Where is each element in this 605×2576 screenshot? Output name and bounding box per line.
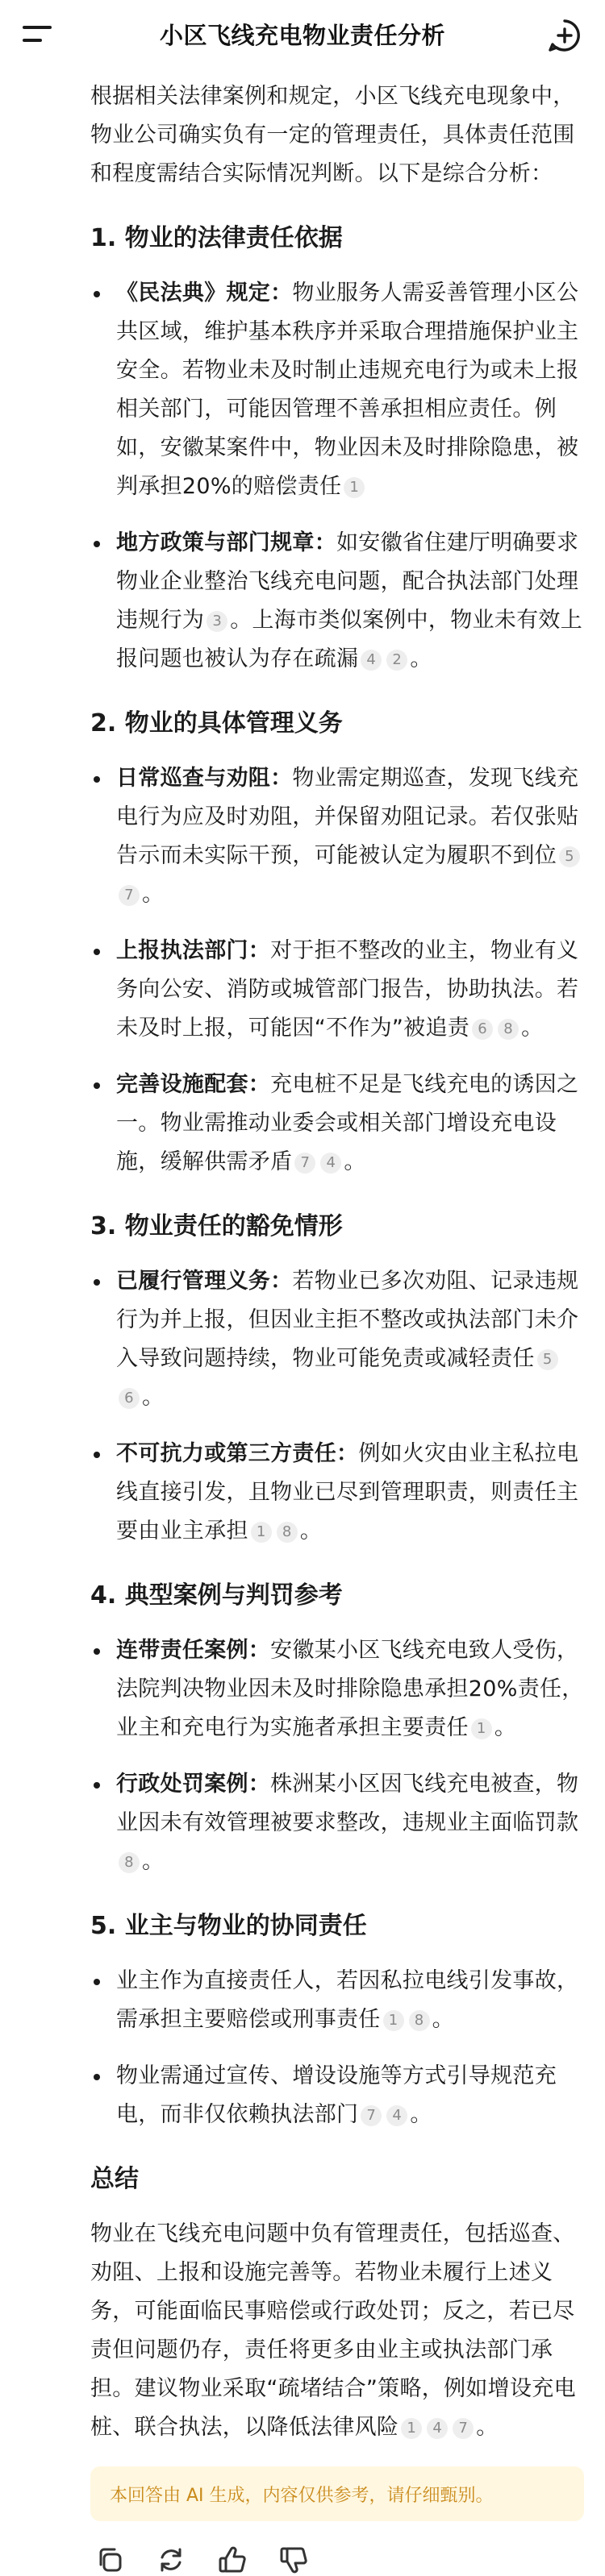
- list-item: [90, 1631, 584, 1747]
- citation-badge[interactable]: 4: [361, 650, 382, 671]
- section-heading: 1. 物业的法律责任依据: [90, 224, 343, 252]
- citation-badge[interactable]: 2: [386, 650, 407, 671]
- bullet-list: [90, 1262, 584, 1551]
- thumbs-down-icon[interactable]: [277, 2544, 310, 2576]
- item-title: 连带责任案例：: [116, 1638, 271, 1663]
- item-tail: 。: [142, 882, 165, 907]
- bullet-list: [90, 274, 584, 679]
- new-chat-icon[interactable]: [547, 18, 582, 53]
- item-title: 行政处罚案例：: [116, 1772, 271, 1797]
- item-text: 物业服务人需妥善管理小区公共区域，维护基本秩序并采取合理措施保护业主安全。若物业未及时制止违规充电行为或未上报相关部门，可能因管理不善承担相应责任。例如，安徽某案件中，物业因未及时排除隐患，被判承担20%的赔偿责任: [116, 280, 579, 499]
- regenerate-icon[interactable]: [155, 2544, 187, 2576]
- citation-badge[interactable]: 3: [207, 611, 227, 632]
- sections-container: [90, 221, 584, 2134]
- item-tail: 。: [344, 1149, 366, 1174]
- item-title: 《民法典》规定：: [116, 280, 293, 305]
- item-text: 业主作为直接责任人，若因私拉电线引发事故，需承担主要赔偿或刑事责任: [116, 1968, 579, 2032]
- item-tail: 。: [299, 1519, 323, 1544]
- top-bar: [0, 0, 605, 68]
- item-title: 地方政策与部门规章：: [116, 530, 336, 555]
- citation-badge[interactable]: 7: [294, 1153, 315, 1174]
- citation-badge[interactable]: 1: [401, 2418, 422, 2439]
- citation-badge[interactable]: 8: [409, 2010, 430, 2031]
- item-tail: 。: [432, 2007, 454, 2032]
- action-bar: [90, 2544, 584, 2576]
- bullet-list: [90, 1631, 584, 1881]
- section-heading: 3. 物业责任的豁免情形: [90, 1212, 343, 1240]
- item-tail: 。: [142, 1385, 165, 1410]
- list-item: [90, 2057, 584, 2134]
- thumbs-up-icon[interactable]: [216, 2544, 248, 2576]
- item-text: 物业需通过宣传、增设设施等方式引导规范充电，而非仅依赖执法部门: [116, 2063, 557, 2127]
- ai-disclaimer: 本回答由 AI 生成，内容仅供参考，请仔细甄别。: [90, 2466, 584, 2521]
- list-item: [90, 1765, 584, 1881]
- page-title: 小区飞线充电物业责任分析: [159, 21, 445, 49]
- item-text: 株洲某小区因飞线充电被查，物业因未有效管理被要求整改，违规业主面临罚款: [116, 1772, 579, 1835]
- menu-icon[interactable]: [23, 21, 55, 47]
- citation-badge[interactable]: 4: [320, 1153, 341, 1174]
- citation-badge[interactable]: 1: [344, 477, 365, 498]
- item-title: 日常巡查与劝阻：: [116, 766, 293, 791]
- item-title: 完善设施配套：: [116, 1072, 271, 1097]
- list-item: [90, 274, 584, 506]
- citation-badge[interactable]: 1: [251, 1522, 272, 1543]
- copy-icon[interactable]: [94, 2544, 126, 2576]
- item-tail: 。: [410, 2102, 432, 2127]
- citation-badge[interactable]: 4: [427, 2418, 448, 2439]
- section-heading: 5. 业主与物业的协同责任: [90, 1912, 367, 1940]
- list-item: [90, 1262, 584, 1417]
- citation-badge[interactable]: 5: [537, 1349, 558, 1370]
- citation-badge[interactable]: 7: [119, 885, 140, 906]
- item-title: 已履行管理义务：: [116, 1269, 293, 1294]
- item-tail: 。: [410, 646, 432, 671]
- item-text: 若物业已多次劝阻、记录违规行为并上报，但因业主拒不整改或执法部门未介入导致问题持续，物业可能免责或减轻责任: [116, 1269, 579, 1371]
- bullet-list: [90, 759, 584, 1182]
- citation-badge[interactable]: 8: [498, 1019, 519, 1040]
- list-item: [90, 759, 584, 914]
- list-item: [90, 524, 584, 679]
- item-text: 例如火灾由业主私拉电线直接引发，且物业已尽到管理职责，则责任主要由业主承担: [116, 1441, 579, 1544]
- item-tail: 。: [142, 1849, 165, 1874]
- citation-badge[interactable]: 7: [453, 2418, 474, 2439]
- intro-paragraph: 根据相关法律案例和规定，小区飞线充电现象中，物业公司确实负有一定的管理责任，具体责任范围和程度需结合实际情况判断。以下是综合分析：: [90, 84, 575, 186]
- answer-content: [90, 77, 584, 2576]
- list-item: [90, 1435, 584, 1551]
- section-heading: 2. 物业的具体管理义务: [90, 709, 343, 737]
- summary-paragraph: [90, 2215, 584, 2447]
- citation-badge[interactable]: 4: [386, 2105, 407, 2126]
- item-tail: 。: [521, 1016, 544, 1041]
- summary-heading: 总结: [90, 2165, 139, 2193]
- list-item: [90, 932, 584, 1048]
- item-title: 上报执法部门：: [116, 938, 271, 963]
- item-text: 。上海市类似案例中，物业未有效上报问题也被认为存在疏漏: [116, 608, 583, 671]
- list-item: [90, 1962, 584, 2039]
- item-text: 安徽某小区飞线充电致人受伤，法院判决物业因未及时排除隐患承担20%责任，业主和充电行为实施者承担主要责任: [116, 1638, 584, 1740]
- item-text: 充电桩不足是飞线充电的诱因之一。物业需推动业委会或相关部门增设充电设施，缓解供需矛盾: [116, 1072, 579, 1174]
- summary-text: 物业在飞线充电问题中负有管理责任，包括巡查、劝阻、上报和设施完善等。若物业未履行上述义务，可能面临民事赔偿或行政处罚；反之，若已尽责但问题仍存，责任将更多由业主或执法部门承担。建议物业采取“疏堵结合”策略，例如增设充电桩、联合执法，以降低法律风险: [90, 2221, 576, 2440]
- citation-badge[interactable]: 5: [559, 846, 580, 867]
- citation-badge[interactable]: 6: [472, 1019, 493, 1040]
- summary-citations: [398, 2415, 476, 2440]
- item-text: 对于拒不整改的业主，物业有义务向公安、消防或城管部门报告，协助执法。若未及时上报，可能因“不作为”被追责: [116, 938, 579, 1041]
- summary-tail: 。: [476, 2415, 499, 2440]
- list-item: [90, 1066, 584, 1182]
- item-tail: 。: [494, 1715, 517, 1740]
- citation-badge[interactable]: 1: [471, 1718, 492, 1739]
- citation-badge[interactable]: 8: [277, 1522, 298, 1543]
- citation-badge[interactable]: 8: [119, 1852, 140, 1873]
- bullet-list: [90, 1962, 584, 2134]
- citation-badge[interactable]: 7: [361, 2105, 382, 2126]
- section-heading: 4. 典型案例与判罚参考: [90, 1581, 343, 1610]
- item-title: 不可抗力或第三方责任：: [116, 1441, 359, 1466]
- citation-badge[interactable]: 6: [119, 1388, 140, 1409]
- item-text: 如安徽省住建厅明确要求物业企业整治飞线充电问题，配合执法部门处理违规行为: [116, 530, 579, 633]
- citation-badge[interactable]: 1: [383, 2010, 404, 2031]
- item-text: 物业需定期巡查，发现飞线充电行为应及时劝阻，并保留劝阻记录。若仅张贴告示而未实际干预，可能被认定为履职不到位: [116, 766, 579, 868]
